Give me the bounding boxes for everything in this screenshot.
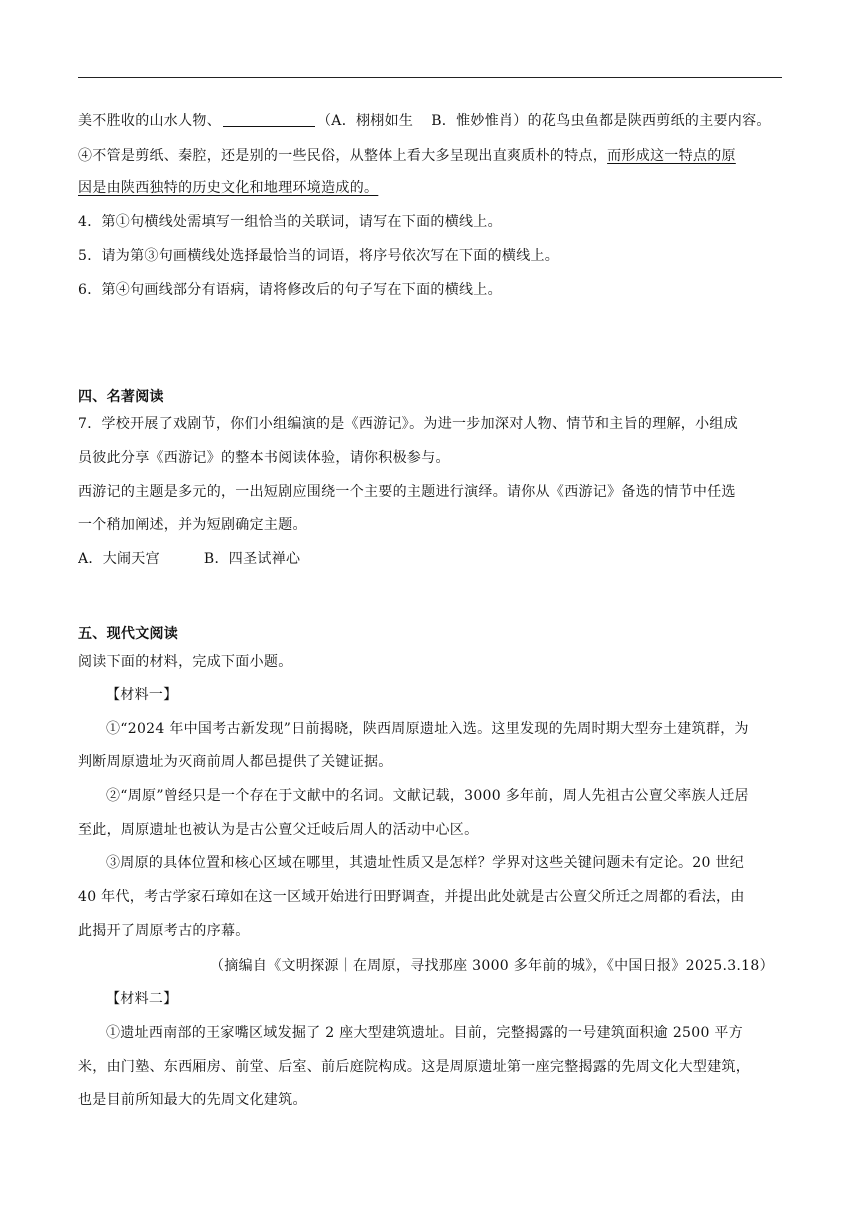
answer-blank[interactable] (223, 112, 315, 127)
question-7-line-3: 西游记的主题是多元的，一出短剧应围绕一个主要的主题进行演绎。请你从《西游记》备选的情节中任选 (78, 484, 736, 500)
material-1-p2-line-2: 至此，周原遗址也被认为是古公亶父迁岐后周人的活动中心区。 (78, 822, 479, 838)
text: 美不胜收的山水人物、 (78, 113, 221, 129)
option-b: B．四圣试禅心 (203, 551, 301, 567)
material-2-p1-line-3: 也是目前所知最大的先周文化建筑。 (78, 1092, 307, 1108)
option-a: A．大闹天宫 (78, 551, 160, 567)
material-1-p2-line-1: ②“周原”曾经只是一个存在于文献中的名词。文献记载，3000 多年前，周人先祖古公亶父率族人迁居 (106, 788, 749, 804)
text: B．惟妙惟肖）的花鸟虫鱼都是陕西剪纸的主要内容。 (431, 113, 771, 129)
question-5: 5．请为第③句画横线处选择最恰当的词语，将序号依次写在下面的横线上。 (78, 248, 560, 264)
q3-line-2 (78, 146, 784, 166)
section-4-heading: 四、名著阅读 (78, 389, 164, 405)
text: ④不管是剪纸、秦腔，还是别的一些民俗，从整体上看大多呈现出直爽质朴的特点， (78, 148, 608, 164)
material-1-title: 【材料一】 (106, 687, 178, 703)
question-7-line-1: 7．学校开展了戏剧节，你们小组编演的是《西游记》。为进一步加深对人物、情节和主旨的理解，小组成 (78, 416, 739, 432)
material-1-p1-line-1: ①“2024 年中国考古新发现”日前揭晓，陕西周原遗址入选。这里发现的先周时期大型夯土建筑群，为 (106, 721, 749, 737)
header-rule (78, 77, 782, 78)
options-line (78, 549, 784, 569)
text: （A．栩栩如生 (317, 113, 414, 129)
material-2-p1-line-1: ①遗址西南部的王家嘴区域发掘了 2 座大型建筑遗址。目前，完整揭露的一号建筑面积逾 2500 平方 (106, 1025, 744, 1041)
question-7-line-2: 员彼此分享《西游记》的整本书阅读体验，请你积极参与。 (78, 450, 450, 466)
material-1-p3-line-3: 此揭开了周原考古的序幕。 (78, 923, 250, 939)
material-2-p1-line-2: 米，由门塾、东西厢房、前堂、后室、前后庭院构成。这是周原遗址第一座完整揭露的先周文化大型建筑， (78, 1059, 751, 1075)
section-5-intro: 阅读下面的材料，完成下面小题。 (78, 654, 293, 670)
q3-line-3: 因是由陕西独特的历史文化和地理环境造成的。 (78, 180, 379, 196)
material-1-p1-line-2: 判断周原遗址为灭商前周人都邑提供了关键证据。 (78, 754, 393, 770)
q3-line-1 (78, 111, 784, 131)
material-1-source: （摘编自《文明探源｜在周原，寻找那座 3000 多年前的城》，《中国日报》2025.3.18） (210, 958, 774, 974)
material-1-p3-line-2: 40 年代，考古学家石璋如在这一区域开始进行田野调查，并提出此处就是古公亶父所迁之周都的看法，由 (78, 889, 745, 905)
question-7-line-4: 一个稍加阐述，并为短剧确定主题。 (78, 517, 307, 533)
underlined-text: 而形成这一特点的原 (607, 148, 736, 164)
section-5-heading: 五、现代文阅读 (78, 626, 179, 642)
material-2-title: 【材料二】 (106, 991, 178, 1007)
question-6: 6．第④句画线部分有语病，请将修改后的句子写在下面的横线上。 (78, 282, 502, 298)
material-1-p3-line-1: ③周原的具体位置和核心区域在哪里，其遗址性质又是怎样？学界对这些关键问题未有定论。20 世纪 (106, 855, 745, 871)
question-4: 4．第①句横线处需填写一组恰当的关联词，请写在下面的横线上。 (78, 214, 502, 230)
